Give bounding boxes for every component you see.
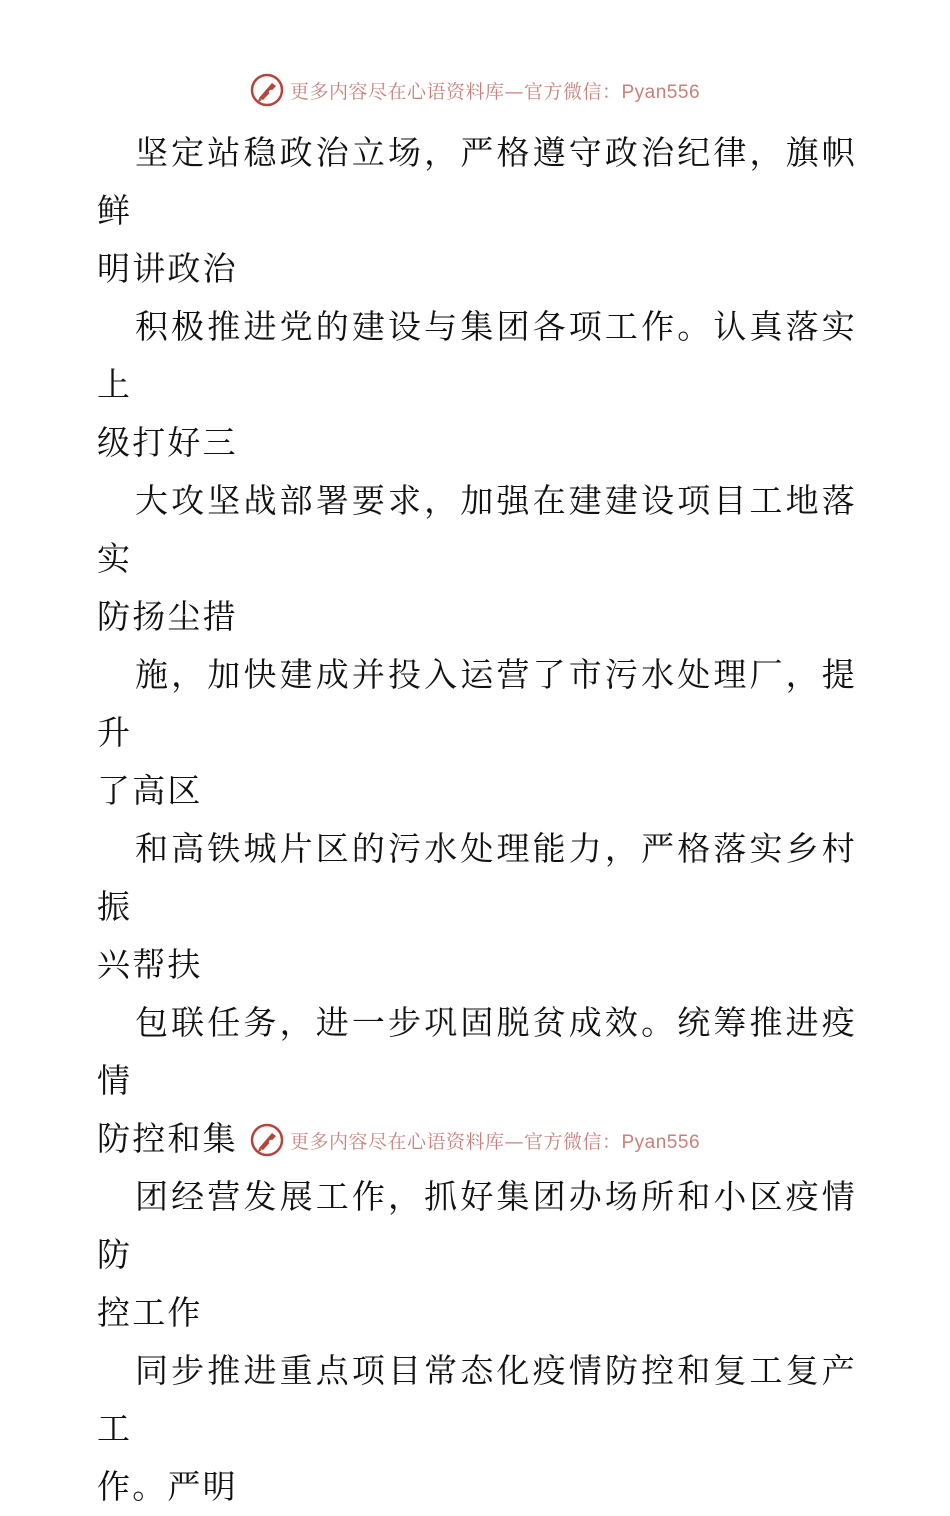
paragraph (97, 472, 857, 646)
footer-banner-separator: — (504, 1130, 524, 1153)
paragraph-line: 和高铁城片区的污水处理能力，严格落实乡村振 (97, 829, 857, 926)
paragraph (97, 124, 857, 298)
paragraph-line: 兴帮扶 (97, 945, 203, 984)
paragraph (97, 820, 857, 994)
footer-wechat-id: Pyan556 (621, 1131, 701, 1153)
paragraph-line: 积极推进党的建设与集团各项工作。认真落实上 (97, 307, 857, 404)
header-wechat-label: 官方微信： (523, 80, 622, 103)
paragraph (97, 1168, 857, 1342)
paragraph-line: 控工作 (97, 1293, 203, 1332)
header-banner-text: 更多内容尽在心语资料库 (289, 80, 505, 103)
paragraph (97, 646, 857, 820)
paragraph-line: 坚定站稳政治立场，严格遵守政治纪律，旗帜鲜 (97, 133, 857, 230)
pen-logo-icon (250, 73, 284, 107)
paragraph (97, 1342, 857, 1516)
paragraph-line: 作。严明 (97, 1467, 238, 1506)
paragraph-line: 防控和集 (97, 1119, 238, 1158)
paragraph-line: 包联任务，进一步巩固脱贫成效。统筹推进疫情 (97, 1003, 857, 1100)
paragraph-line: 大攻坚战部署要求，加强在建建设项目工地落实 (97, 481, 857, 578)
paragraph-line: 施，加快建成并投入运营了市污水处理厂，提升 (97, 655, 857, 752)
paragraph-line: 团经营发展工作，抓好集团办场所和小区疫情防 (97, 1177, 857, 1274)
paragraph-line: 防扬尘措 (97, 597, 238, 636)
footer-banner-text: 更多内容尽在心语资料库 (289, 1130, 505, 1153)
pen-logo-icon (250, 1123, 284, 1157)
paragraph-line: 同步推进重点项目常态化疫情防控和复工复产工 (97, 1351, 857, 1448)
header-banner (0, 70, 950, 110)
header-banner-separator: — (504, 80, 524, 103)
footer-wechat-label: 官方微信： (523, 1130, 622, 1153)
paragraph-line: 级打好三 (97, 423, 238, 462)
paragraph (97, 298, 857, 472)
document-body (97, 124, 857, 1516)
paragraph-line: 明讲政治 (97, 249, 238, 288)
footer-banner (0, 1120, 950, 1160)
header-wechat-id: Pyan556 (621, 81, 701, 103)
paragraph-line: 了高区 (97, 771, 203, 810)
